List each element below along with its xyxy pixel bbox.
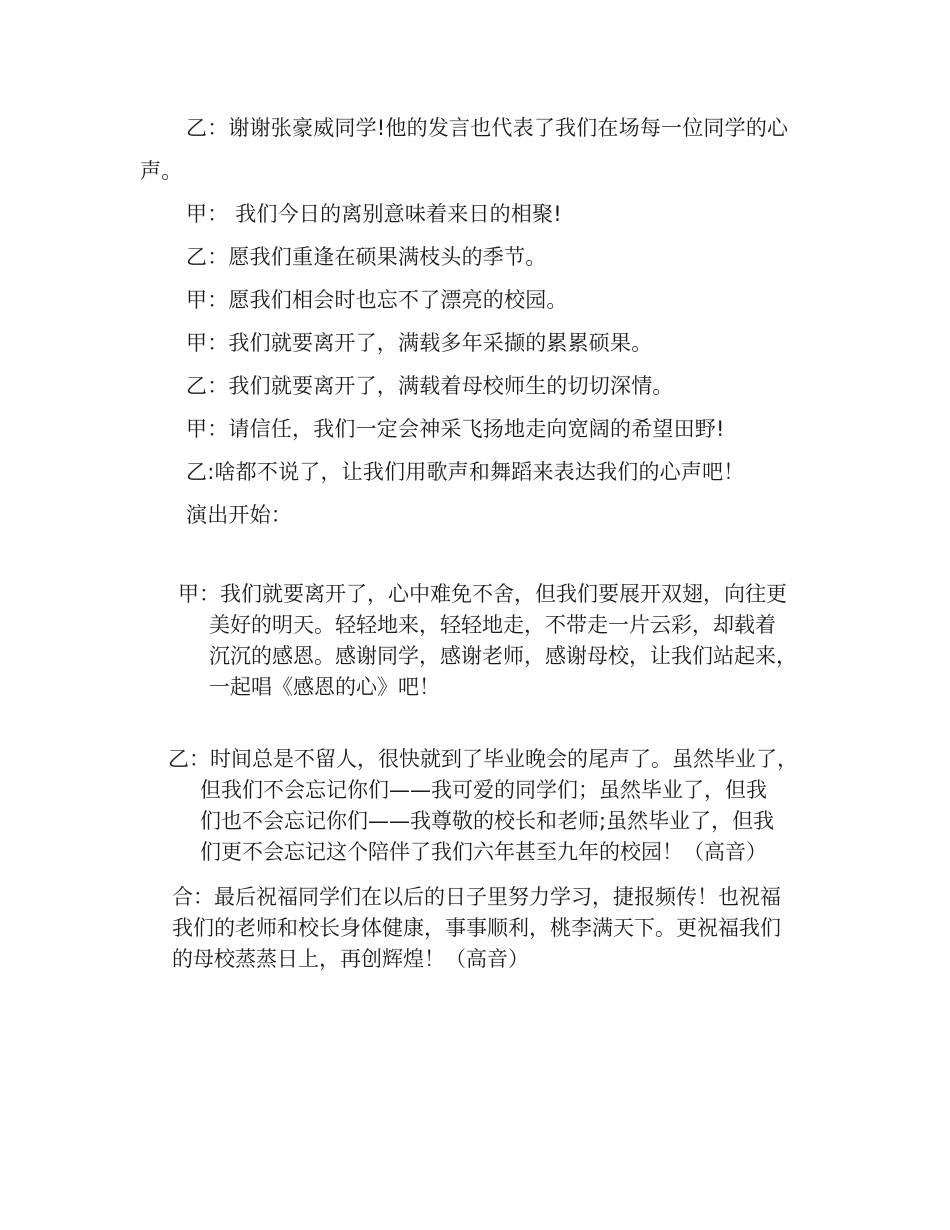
paragraph-yi-farewell bbox=[168, 744, 798, 868]
paragraph-line: 美好的明天。轻轻地来，轻轻地走，不带走一片云彩，却载着 bbox=[209, 613, 776, 637]
paragraph-line: 们更不会忘记这个陪伴了我们六年甚至九年的校园！（高音） bbox=[200, 840, 767, 864]
performance-start-line: 演出开始： bbox=[186, 503, 292, 527]
paragraph-line: 我们的老师和校长身体健康，事事顺利，桃李满天下。更祝福我们 bbox=[172, 916, 781, 940]
paragraph-line: 合：最后祝福同学们在以后的日子里努力学习，捷报频传！也祝福 bbox=[172, 885, 781, 909]
paragraph-line: 乙：时间总是不留人，很快就到了毕业晚会的尾声了。虽然毕业了， bbox=[168, 747, 798, 771]
dialogue-line-yi-thanks: 乙：谢谢张豪威同学!他的发言也代表了我们在场每一位同学的心 bbox=[186, 116, 789, 140]
paragraph-he-blessing bbox=[172, 882, 781, 975]
dialogue-line-continuation: 声。 bbox=[140, 159, 183, 183]
paragraph-line: 甲：我们就要离开了，心中难免不舍，但我们要展开双翅，向往更 bbox=[178, 582, 787, 606]
paragraph-jia-thanks bbox=[178, 579, 797, 703]
paragraph-line: 的母校蒸蒸日上，再创辉煌！（高音） bbox=[172, 947, 529, 971]
paragraph-line: 一起唱《感恩的心》吧！ bbox=[209, 675, 440, 699]
dialogue-line-yi-song: 乙:啥都不说了，让我们用歌声和舞蹈来表达我们的心声吧！ bbox=[186, 460, 745, 484]
paragraph-line: 但我们不会忘记你们——我可爱的同学们；虽然毕业了，但我 bbox=[200, 778, 767, 802]
paragraph-line: 沉沉的感恩。感谢同学，感谢老师，感谢母校，让我们站起来， bbox=[209, 644, 797, 668]
dialogue-line-jia-campus: 甲：愿我们相会时也忘不了漂亮的校园。 bbox=[186, 288, 568, 312]
dialogue-line-yi-affection: 乙：我们就要离开了，满载着母校师生的切切深情。 bbox=[186, 374, 674, 398]
dialogue-line-jia-hope: 甲：请信任，我们一定会神采飞扬地走向宽阔的希望田野! bbox=[186, 417, 725, 441]
paragraph-line: 们也不会忘记你们——我尊敬的校长和老师;虽然毕业了，但我 bbox=[200, 809, 775, 833]
dialogue-line-yi-reunion: 乙：愿我们重逢在硕果满枝头的季节。 bbox=[186, 245, 547, 269]
dialogue-line-jia-harvest: 甲：我们就要离开了，满载多年采撷的累累硕果。 bbox=[186, 331, 653, 355]
dialogue-line-jia-farewell: 甲： 我们今日的离别意味着来日的相聚! bbox=[186, 202, 562, 226]
